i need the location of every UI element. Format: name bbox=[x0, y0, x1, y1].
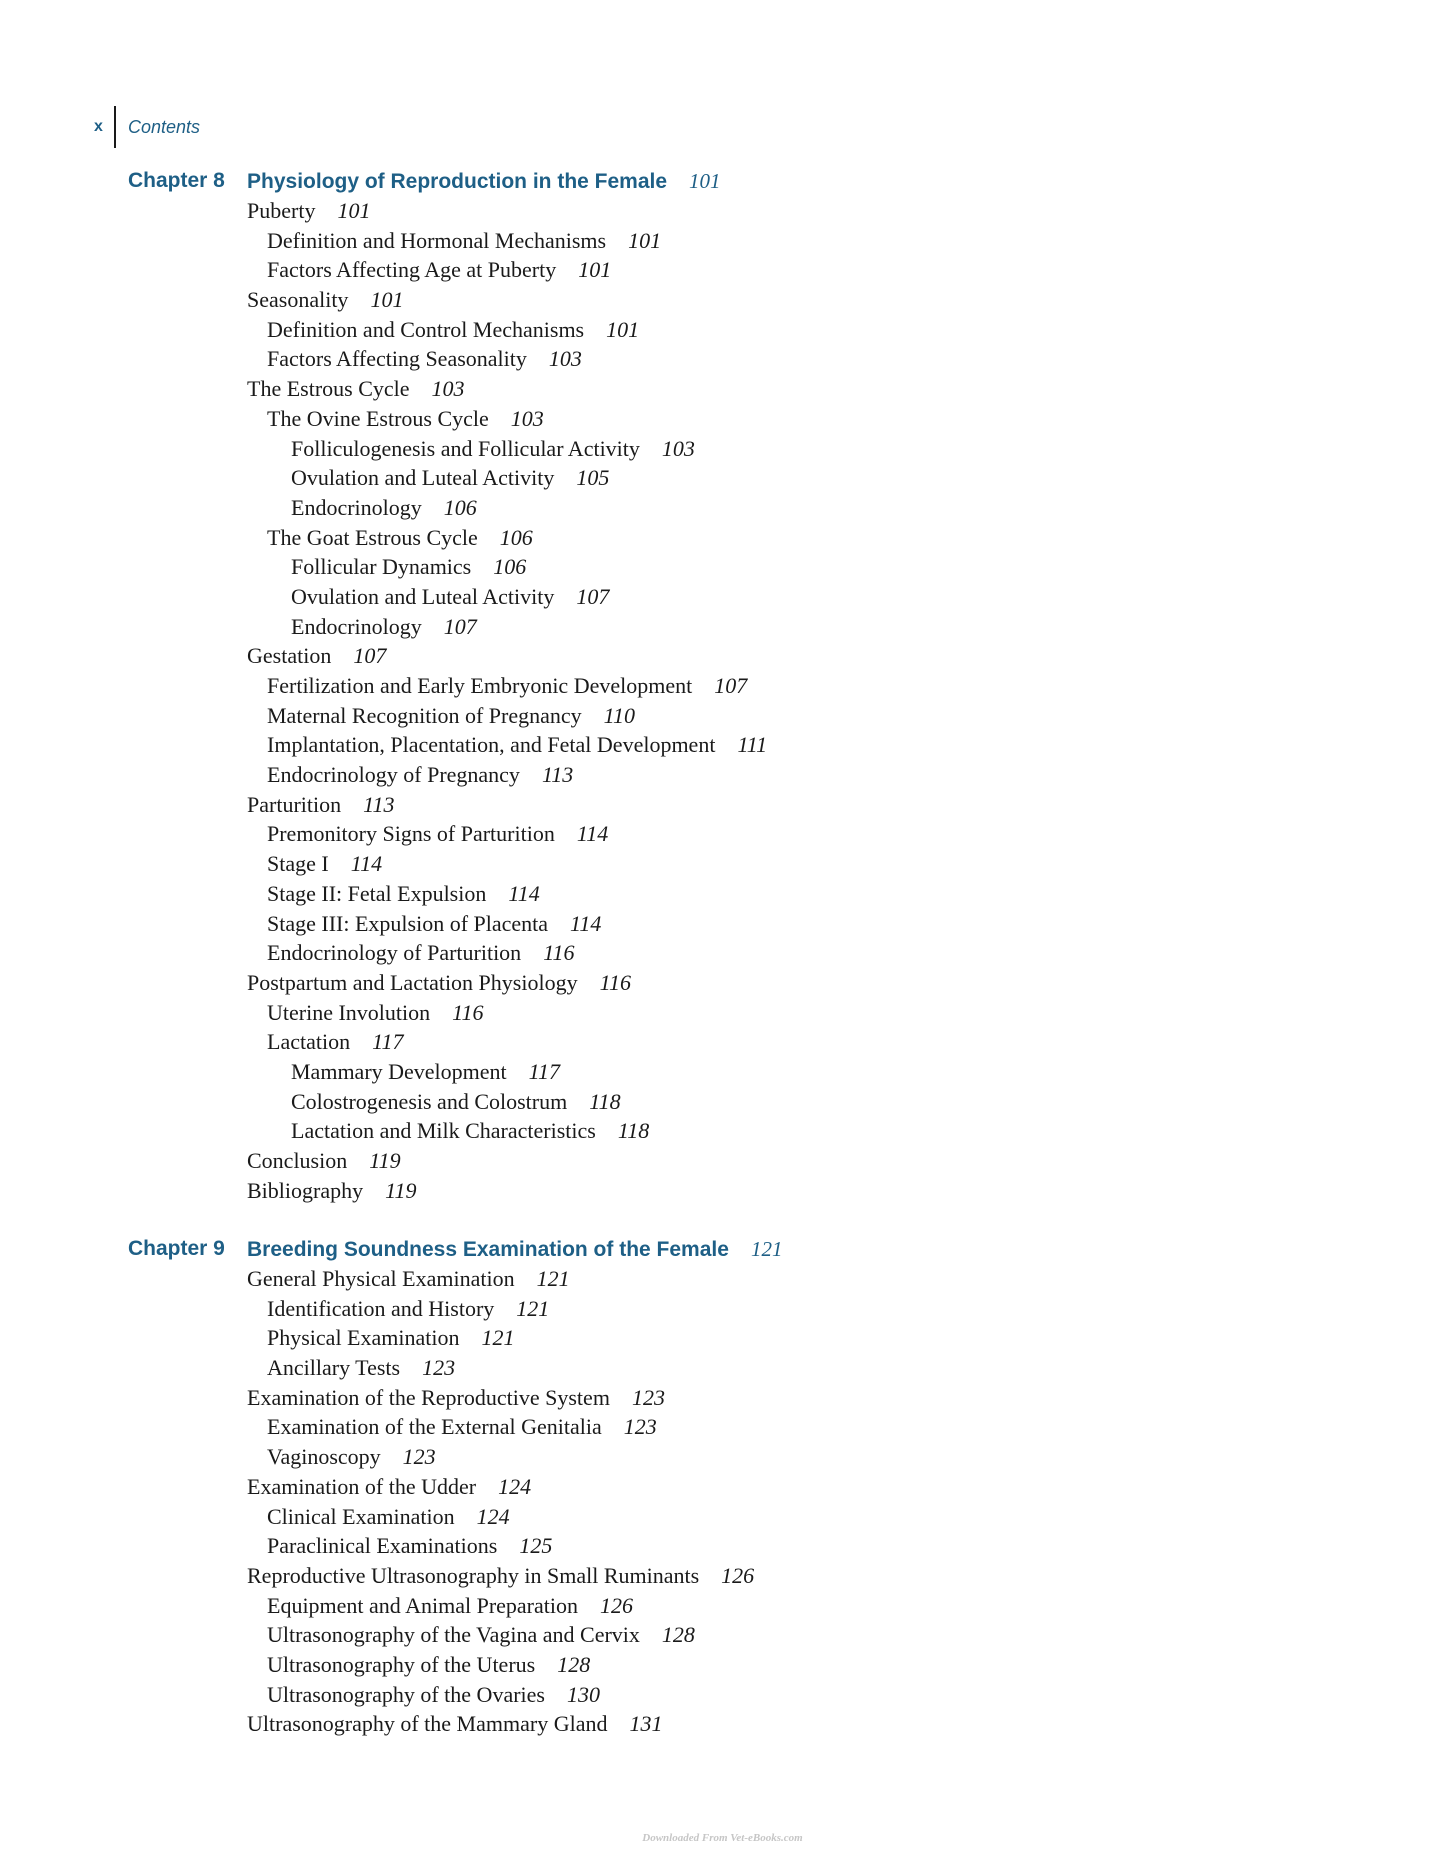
toc-entry-page-number: 106 bbox=[443, 494, 477, 520]
toc-entry[interactable] bbox=[247, 819, 767, 849]
toc-entry[interactable] bbox=[247, 1323, 782, 1353]
toc-entry-title[interactable]: Parturition bbox=[247, 791, 342, 817]
toc-entry[interactable] bbox=[247, 1412, 782, 1442]
toc-entry-title[interactable]: Stage II: Fetal Expulsion bbox=[267, 880, 487, 906]
toc-entry[interactable] bbox=[247, 1294, 782, 1324]
toc-entry-title[interactable]: Identification and History bbox=[267, 1295, 495, 1321]
toc-entry-list bbox=[247, 196, 767, 1205]
toc-entry-page-number: 119 bbox=[385, 1177, 417, 1203]
toc-entry-page-number: 103 bbox=[431, 376, 465, 402]
toc-entry[interactable] bbox=[247, 285, 767, 315]
toc-entry-page-number: 103 bbox=[510, 405, 544, 431]
toc-entry[interactable] bbox=[247, 1116, 767, 1146]
toc-entry[interactable] bbox=[247, 730, 767, 760]
toc-entry-title[interactable]: Lactation bbox=[267, 1029, 351, 1055]
toc-entry-title[interactable]: Implantation, Placentation, and Fetal Development bbox=[267, 732, 716, 758]
toc-entry-title[interactable]: Ultrasonography of the Ovaries bbox=[267, 1681, 545, 1707]
toc-entry-title[interactable]: The Ovine Estrous Cycle bbox=[267, 405, 489, 431]
toc-entry[interactable] bbox=[247, 196, 767, 226]
toc-entry-page-number: 124 bbox=[476, 1503, 510, 1529]
toc-entry-page-number: 111 bbox=[737, 732, 768, 758]
toc-entry-page-number: 124 bbox=[498, 1473, 532, 1499]
toc-entry-title[interactable]: Mammary Development bbox=[291, 1058, 507, 1084]
toc-entry-page-number: 114 bbox=[350, 851, 383, 877]
chapter-page-number: 121 bbox=[750, 1237, 783, 1261]
toc-entry-list bbox=[247, 1264, 782, 1739]
toc-entry[interactable] bbox=[247, 344, 767, 374]
toc-entry-title[interactable]: Ultrasonography of the Uterus bbox=[267, 1651, 536, 1677]
toc-entry-page-number: 114 bbox=[508, 880, 540, 906]
toc-entry-title[interactable]: Stage I bbox=[267, 851, 329, 877]
toc-entry[interactable] bbox=[247, 1057, 767, 1087]
toc-entry-title[interactable]: Maternal Recognition of Pregnancy bbox=[267, 702, 582, 728]
toc-entry-page-number: 113 bbox=[541, 762, 574, 788]
toc-entry-title[interactable]: Endocrinology of Pregnancy bbox=[267, 762, 520, 788]
toc-entry[interactable] bbox=[247, 404, 767, 434]
toc-entry-title[interactable]: Puberty bbox=[247, 198, 316, 223]
toc-entry-page-number: 123 bbox=[402, 1444, 436, 1470]
toc-entry[interactable] bbox=[247, 612, 767, 642]
toc-entry[interactable] bbox=[247, 938, 767, 968]
toc-entry[interactable] bbox=[247, 701, 767, 731]
toc-entry-title[interactable]: Physical Examination bbox=[267, 1325, 460, 1351]
toc-entry[interactable] bbox=[247, 1680, 782, 1710]
chapter-title[interactable]: Breeding Soundness Examination of the Female bbox=[247, 1238, 729, 1261]
toc-entry-page-number: 114 bbox=[576, 821, 609, 847]
toc-entry-title[interactable]: Examination of the Reproductive System bbox=[247, 1384, 610, 1410]
toc-entry-title[interactable]: Bibliography bbox=[247, 1177, 364, 1203]
toc-entry-page-number: 125 bbox=[519, 1533, 553, 1559]
toc-entry[interactable] bbox=[247, 1027, 767, 1057]
toc-entry-title[interactable]: Examination of the External Genitalia bbox=[267, 1414, 602, 1440]
toc-entry-title[interactable]: Factors Affecting Seasonality bbox=[267, 346, 527, 372]
toc-entry-title[interactable]: Folliculogenesis and Follicular Activity bbox=[291, 435, 640, 461]
toc-entry-page-number: 103 bbox=[548, 346, 582, 372]
toc-entry[interactable] bbox=[247, 1383, 782, 1413]
toc-entry-title[interactable]: Reproductive Ultrasonography in Small Ruminants bbox=[247, 1562, 700, 1588]
toc-entry[interactable] bbox=[247, 1650, 782, 1680]
toc-entry[interactable] bbox=[247, 849, 767, 879]
toc-entry-page-number: 121 bbox=[481, 1325, 515, 1351]
toc-entry-page-number: 114 bbox=[570, 910, 602, 936]
toc-entry-title[interactable]: Ultrasonography of the Mammary Gland bbox=[247, 1711, 608, 1737]
chapter-title-row[interactable] bbox=[247, 166, 767, 196]
toc-entry-title[interactable]: Paraclinical Examinations bbox=[267, 1533, 498, 1559]
toc-entry-title[interactable]: The Estrous Cycle bbox=[247, 376, 410, 402]
toc-entry-page-number: 130 bbox=[566, 1681, 600, 1707]
toc-entry-title[interactable]: Premonitory Signs of Parturition bbox=[267, 821, 555, 847]
toc-entry-page-number: 116 bbox=[452, 999, 484, 1025]
toc-entry-title[interactable]: Ovulation and Luteal Activity bbox=[291, 465, 555, 491]
toc-entry-page-number: 123 bbox=[631, 1384, 665, 1410]
toc-entry-title[interactable]: Ancillary Tests bbox=[267, 1355, 401, 1381]
toc-entry-page-number: 105 bbox=[576, 465, 610, 491]
toc-entry-title[interactable]: Ovulation and Luteal Activity bbox=[291, 583, 555, 609]
toc-entry-title[interactable]: Endocrinology of Parturition bbox=[267, 940, 522, 966]
toc-entry-page-number: 110 bbox=[603, 702, 636, 728]
toc-entry[interactable] bbox=[247, 671, 767, 701]
chapter-title-row[interactable] bbox=[247, 1234, 782, 1264]
toc-entry[interactable] bbox=[247, 909, 767, 939]
toc-entry-page-number: 107 bbox=[576, 583, 610, 609]
toc-entry-page-number: 117 bbox=[528, 1058, 561, 1084]
toc-entry-title[interactable]: Stage III: Expulsion of Placenta bbox=[267, 910, 549, 936]
toc-entry[interactable] bbox=[247, 552, 767, 582]
toc-entry-title[interactable]: Seasonality bbox=[247, 287, 349, 313]
toc-entry-title[interactable]: The Goat Estrous Cycle bbox=[267, 524, 478, 550]
running-head-title: Contents bbox=[128, 116, 201, 137]
toc-entry[interactable] bbox=[247, 641, 767, 671]
toc-entry-page-number: 101 bbox=[606, 316, 640, 342]
toc-entry-page-number: 128 bbox=[661, 1622, 695, 1648]
toc-entry-title[interactable]: Definition and Control Mechanisms bbox=[267, 316, 585, 342]
toc-entry-title[interactable]: Examination of the Udder bbox=[247, 1473, 477, 1499]
chapter-title[interactable]: Physiology of Reproduction in the Female bbox=[247, 170, 668, 193]
toc-entry-title[interactable]: Ultrasonography of the Vagina and Cervix bbox=[267, 1622, 640, 1648]
toc-entry[interactable] bbox=[247, 1442, 782, 1472]
toc-entry-title[interactable]: Endocrinology bbox=[291, 494, 422, 520]
toc-entry[interactable] bbox=[247, 1087, 767, 1117]
toc-entry[interactable] bbox=[247, 226, 767, 256]
toc-entry-page-number: 117 bbox=[372, 1029, 404, 1055]
chapter-body bbox=[247, 166, 767, 1205]
toc-entry-page-number: 106 bbox=[493, 554, 527, 580]
toc-entry-page-number: 113 bbox=[363, 791, 395, 817]
toc-entry-title[interactable]: Endocrinology bbox=[291, 613, 422, 639]
toc-entry-page-number: 118 bbox=[617, 1118, 650, 1144]
toc-entry-page-number: 118 bbox=[589, 1088, 621, 1114]
chapter-label: Chapter 9 bbox=[128, 1237, 225, 1260]
toc-entry-page-number: 101 bbox=[370, 287, 404, 313]
toc-entry[interactable] bbox=[247, 1353, 782, 1383]
toc-entry-title[interactable]: Conclusion bbox=[247, 1148, 348, 1173]
toc-entry[interactable] bbox=[247, 315, 767, 345]
chapter-body bbox=[247, 1234, 782, 1739]
toc-entry-page-number: 123 bbox=[422, 1355, 456, 1381]
page-folio: x bbox=[94, 118, 103, 135]
toc-entry-title[interactable]: Factors Affecting Age at Puberty bbox=[267, 257, 557, 283]
toc-entry-title[interactable]: General Physical Examination bbox=[247, 1266, 515, 1291]
toc-entry-page-number: 126 bbox=[721, 1562, 755, 1588]
toc-entry-page-number: 123 bbox=[623, 1414, 657, 1440]
toc-entry[interactable] bbox=[247, 760, 767, 790]
toc-entry-page-number: 103 bbox=[661, 435, 695, 461]
toc-entry-title[interactable]: Gestation bbox=[247, 643, 332, 669]
toc-entry-title[interactable]: Clinical Examination bbox=[267, 1503, 455, 1529]
toc-entry-page-number: 107 bbox=[443, 613, 477, 639]
toc-entry-page-number: 126 bbox=[600, 1592, 633, 1618]
toc-entry[interactable] bbox=[247, 463, 767, 493]
toc-entry-page-number: 119 bbox=[369, 1148, 401, 1173]
toc-entry-page-number: 116 bbox=[543, 940, 575, 966]
toc-entry[interactable] bbox=[247, 1146, 767, 1176]
toc-entry-title[interactable]: Colostrogenesis and Colostrum bbox=[291, 1088, 568, 1114]
toc-entry[interactable] bbox=[247, 1176, 767, 1206]
toc-entry[interactable] bbox=[247, 434, 767, 464]
toc-entry[interactable] bbox=[247, 1591, 782, 1621]
toc-entry-title[interactable]: Definition and Hormonal Mechanisms bbox=[267, 227, 607, 253]
download-watermark: Downloaded From Vet-eBooks.com bbox=[642, 1832, 803, 1844]
chapter-label: Chapter 8 bbox=[128, 169, 225, 192]
toc-entry[interactable] bbox=[247, 1472, 782, 1502]
toc-entry[interactable] bbox=[247, 790, 767, 820]
toc-entry[interactable] bbox=[247, 968, 767, 998]
toc-entry-page-number: 106 bbox=[499, 524, 533, 550]
toc-entry[interactable] bbox=[247, 523, 767, 553]
toc-entry[interactable] bbox=[247, 374, 767, 404]
toc-entry-title[interactable]: Equipment and Animal Preparation bbox=[267, 1592, 578, 1618]
toc-entry[interactable] bbox=[247, 1502, 782, 1532]
toc-entry[interactable] bbox=[247, 998, 767, 1028]
toc-entry[interactable] bbox=[247, 1264, 782, 1294]
toc-entry[interactable] bbox=[247, 493, 767, 523]
toc-entry-page-number: 116 bbox=[599, 969, 631, 995]
toc-entry-page-number: 101 bbox=[628, 227, 662, 253]
toc-entry[interactable] bbox=[247, 255, 767, 285]
toc-entry-title[interactable]: Uterine Involution bbox=[267, 999, 431, 1025]
toc-entry-title[interactable]: Lactation and Milk Characteristics bbox=[291, 1118, 596, 1144]
toc-entry[interactable] bbox=[247, 1620, 782, 1650]
running-head bbox=[94, 106, 200, 148]
toc-entry-page-number: 131 bbox=[629, 1711, 663, 1737]
toc-entry-title[interactable]: Follicular Dynamics bbox=[291, 554, 472, 580]
toc-entry[interactable] bbox=[247, 1709, 782, 1739]
toc-entry-title[interactable]: Vaginoscopy bbox=[267, 1444, 381, 1470]
toc-entry-page-number: 107 bbox=[714, 673, 748, 698]
toc-entry-page-number: 107 bbox=[353, 643, 387, 669]
toc-entry-page-number: 121 bbox=[516, 1295, 550, 1321]
chapter-page-number: 101 bbox=[689, 169, 721, 193]
toc-entry-page-number: 101 bbox=[337, 198, 371, 223]
toc-entry-page-number: 101 bbox=[578, 257, 612, 283]
toc-entry-page-number: 128 bbox=[557, 1651, 591, 1677]
toc-entry-title[interactable]: Fertilization and Early Embryonic Development bbox=[267, 673, 693, 698]
toc-entry-page-number: 121 bbox=[536, 1266, 570, 1291]
toc-entry[interactable] bbox=[247, 1531, 782, 1561]
toc-entry-title[interactable]: Postpartum and Lactation Physiology bbox=[247, 969, 578, 995]
running-head-divider bbox=[114, 106, 116, 148]
toc-entry[interactable] bbox=[247, 1561, 782, 1591]
toc-entry[interactable] bbox=[247, 582, 767, 612]
toc-entry[interactable] bbox=[247, 879, 767, 909]
